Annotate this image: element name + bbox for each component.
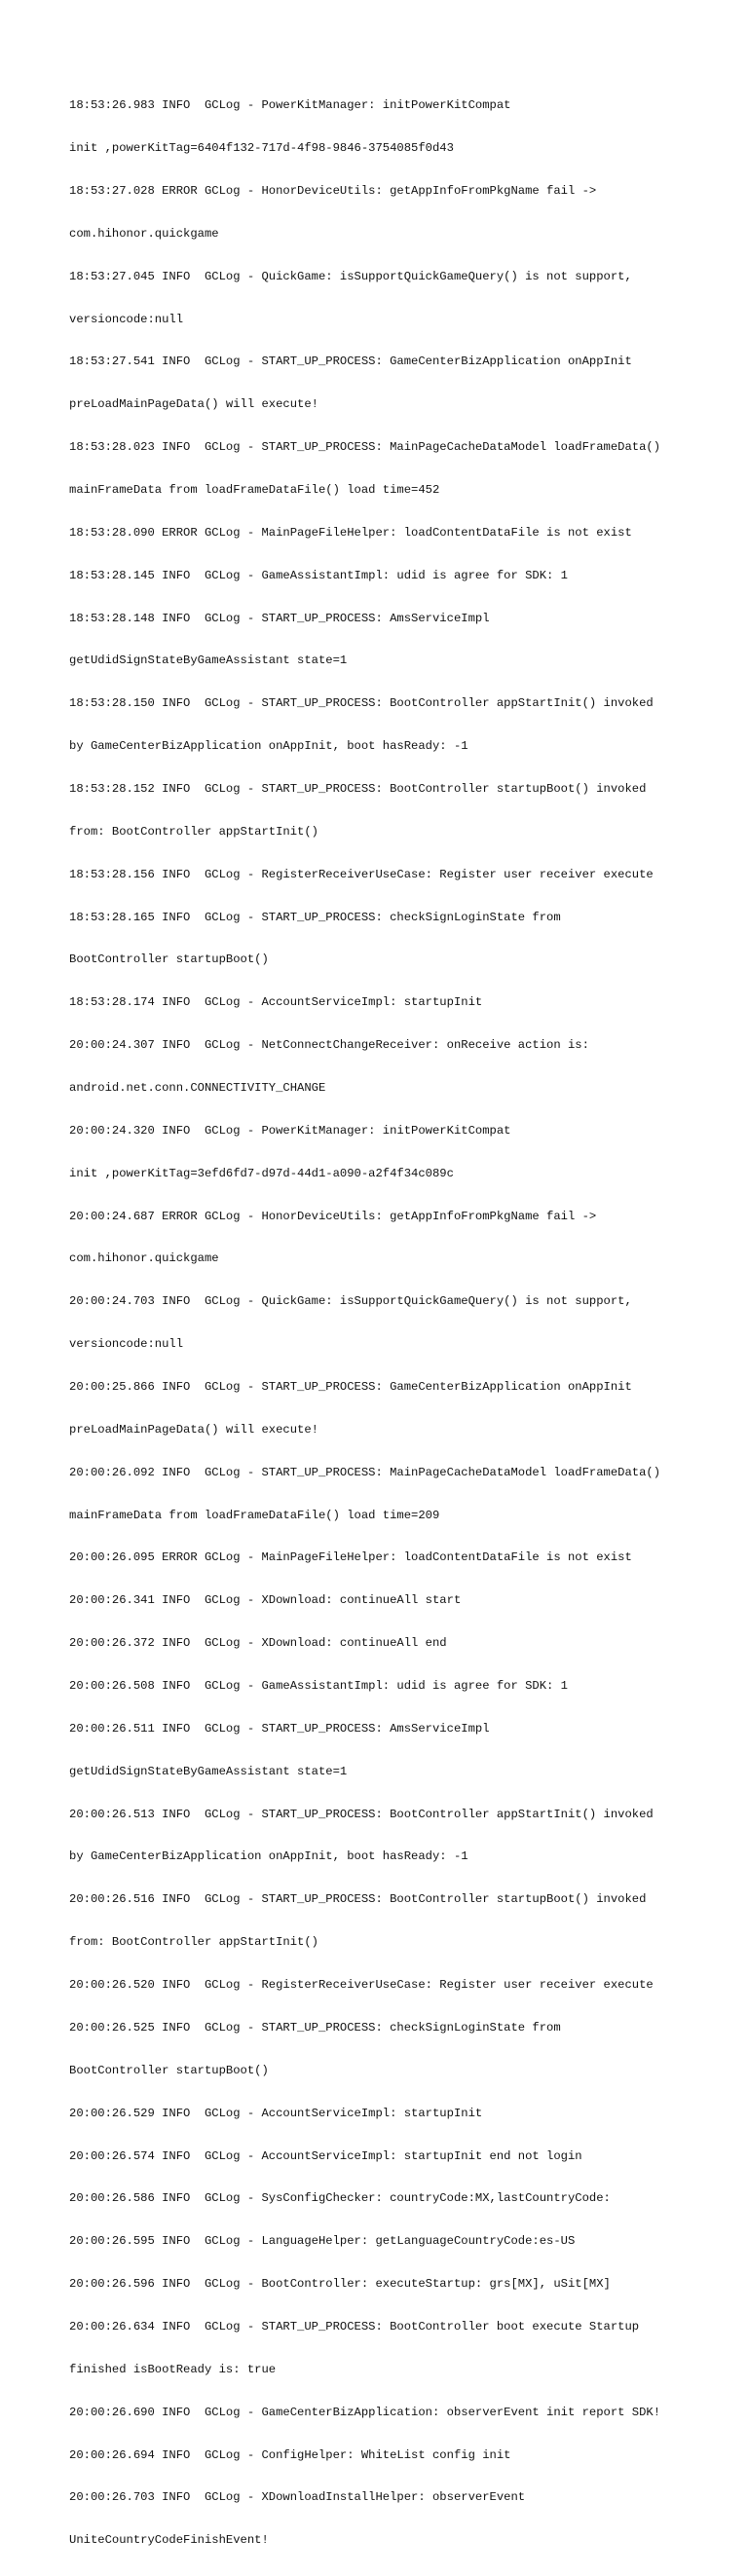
log-line: BootController startupBoot() xyxy=(69,952,269,967)
log-line: 20:00:26.513 INFO GCLog - START_UP_PROCESS: BootController appStartInit() invoked xyxy=(69,1807,654,1821)
log-line: 20:00:24.307 INFO GCLog - NetConnectChangeReceiver: onReceive action is: xyxy=(69,1038,589,1053)
log-line: 20:00:26.690 INFO GCLog - GameCenterBizApplication: observerEvent init report SDK! xyxy=(69,2405,661,2419)
log-line: 18:53:28.156 INFO GCLog - RegisterReceiverUseCase: Register user receiver execute xyxy=(69,867,654,881)
log-line: 20:00:26.596 INFO GCLog - BootController: executeStartup: grs[MX], uSit[MX] xyxy=(69,2277,611,2292)
log-line: 20:00:26.634 INFO GCLog - START_UP_PROCESS: BootController boot execute Startup xyxy=(69,2319,640,2333)
log-line: 20:00:26.511 INFO GCLog - START_UP_PROCESS: AmsServiceImpl xyxy=(69,1721,490,1736)
log-line: 20:00:26.092 INFO GCLog - START_UP_PROCESS: MainPageCacheDataModel loadFrameData() xyxy=(69,1465,661,1479)
log-line: 18:53:28.090 ERROR GCLog - MainPageFileHelper: loadContentDataFile is not exist xyxy=(69,525,632,540)
log-line: 18:53:28.148 INFO GCLog - START_UP_PROCESS: AmsServiceImpl xyxy=(69,611,490,625)
log-line: by GameCenterBizApplication onAppInit, boot hasReady: -1 xyxy=(69,739,468,754)
log-line: 20:00:26.525 INFO GCLog - START_UP_PROCESS: checkSignLoginState from xyxy=(69,2020,561,2035)
log-line: com.hihonor.quickgame xyxy=(69,1251,219,1266)
log-line: 20:00:24.687 ERROR GCLog - HonorDeviceUtils: getAppInfoFromPkgName fail -> xyxy=(69,1209,597,1223)
log-line: 18:53:27.541 INFO GCLog - START_UP_PROCESS: GameCenterBizApplication onAppInit xyxy=(69,355,632,369)
log-line: android.net.conn.CONNECTIVITY_CHANGE xyxy=(69,1081,326,1096)
log-line: 20:00:26.703 INFO GCLog - XDownloadInstallHelper: observerEvent xyxy=(69,2490,526,2505)
log-line: 20:00:24.703 INFO GCLog - QuickGame: isSupportQuickGameQuery() is not support, xyxy=(69,1294,632,1309)
log-line: 18:53:28.023 INFO GCLog - START_UP_PROCESS: MainPageCacheDataModel loadFrameData() xyxy=(69,440,661,455)
log-line: 18:53:28.174 INFO GCLog - AccountServiceImpl: startupInit xyxy=(69,995,483,1010)
log-line: 18:53:28.150 INFO GCLog - START_UP_PROCESS: BootController appStartInit() invoked xyxy=(69,696,654,711)
log-line: preLoadMainPageData() will execute! xyxy=(69,1422,318,1437)
log-line: getUdidSignStateByGameAssistant state=1 xyxy=(69,1764,348,1778)
log-text-block xyxy=(69,70,692,2576)
log-line: 18:53:27.045 INFO GCLog - QuickGame: isSupportQuickGameQuery() is not support, xyxy=(69,269,632,283)
log-line: init ,powerKitTag=6404f132-717d-4f98-9846-3754085f0d43 xyxy=(69,141,454,156)
log-line: 18:53:27.028 ERROR GCLog - HonorDeviceUtils: getAppInfoFromPkgName fail -> xyxy=(69,183,597,198)
log-line: 18:53:26.983 INFO GCLog - PowerKitManager: initPowerKitCompat xyxy=(69,98,511,113)
log-line: 18:53:28.152 INFO GCLog - START_UP_PROCESS: BootController startupBoot() invoked xyxy=(69,782,647,796)
log-line: 20:00:26.508 INFO GCLog - GameAssistantImpl: udid is agree for SDK: 1 xyxy=(69,1679,568,1694)
log-line: 20:00:26.574 INFO GCLog - AccountServiceImpl: startupInit end not login xyxy=(69,2148,582,2163)
log-line: versioncode:null xyxy=(69,1337,184,1352)
log-line: 20:00:26.516 INFO GCLog - START_UP_PROCESS: BootController startupBoot() invoked xyxy=(69,1892,647,1907)
log-line: com.hihonor.quickgame xyxy=(69,226,219,241)
log-line: by GameCenterBizApplication onAppInit, boot hasReady: -1 xyxy=(69,1849,468,1864)
log-line: UniteCountryCodeFinishEvent! xyxy=(69,2533,269,2548)
log-line: mainFrameData from loadFrameDataFile() load time=209 xyxy=(69,1508,440,1522)
log-line: finished isBootReady is: true xyxy=(69,2362,277,2376)
log-line: preLoadMainPageData() will execute! xyxy=(69,397,318,412)
log-line: 20:00:26.520 INFO GCLog - RegisterReceiverUseCase: Register user receiver execute xyxy=(69,1978,654,1993)
log-line: from: BootController appStartInit() xyxy=(69,1935,318,1950)
log-line: 20:00:24.320 INFO GCLog - PowerKitManager: initPowerKitCompat xyxy=(69,1123,511,1138)
log-line: BootController startupBoot() xyxy=(69,2063,269,2077)
log-line: 18:53:28.145 INFO GCLog - GameAssistantImpl: udid is agree for SDK: 1 xyxy=(69,568,568,582)
log-line: 20:00:26.095 ERROR GCLog - MainPageFileHelper: loadContentDataFile is not exist xyxy=(69,1550,632,1565)
log-line: 20:00:26.341 INFO GCLog - XDownload: continueAll start xyxy=(69,1593,462,1608)
log-line: 20:00:26.586 INFO GCLog - SysConfigChecker: countryCode:MX,lastCountryCode: xyxy=(69,2191,611,2206)
log-line: 20:00:26.595 INFO GCLog - LanguageHelper: getLanguageCountryCode:es-US xyxy=(69,2234,576,2249)
log-line: 20:00:26.694 INFO GCLog - ConfigHelper: WhiteList config init xyxy=(69,2447,511,2462)
log-line: getUdidSignStateByGameAssistant state=1 xyxy=(69,653,348,668)
log-line: 20:00:26.372 INFO GCLog - XDownload: continueAll end xyxy=(69,1636,447,1651)
log-line: mainFrameData from loadFrameDataFile() load time=452 xyxy=(69,482,440,497)
log-line: 20:00:26.529 INFO GCLog - AccountServiceImpl: startupInit xyxy=(69,2106,483,2120)
log-line: 20:00:25.866 INFO GCLog - START_UP_PROCESS: GameCenterBizApplication onAppInit xyxy=(69,1380,632,1395)
log-line: init ,powerKitTag=3efd6fd7-d97d-44d1-a090-a2f4f34c089c xyxy=(69,1166,454,1180)
log-line: 18:53:28.165 INFO GCLog - START_UP_PROCESS: checkSignLoginState from xyxy=(69,910,561,924)
log-line: from: BootController appStartInit() xyxy=(69,824,318,839)
log-line: versioncode:null xyxy=(69,312,184,326)
